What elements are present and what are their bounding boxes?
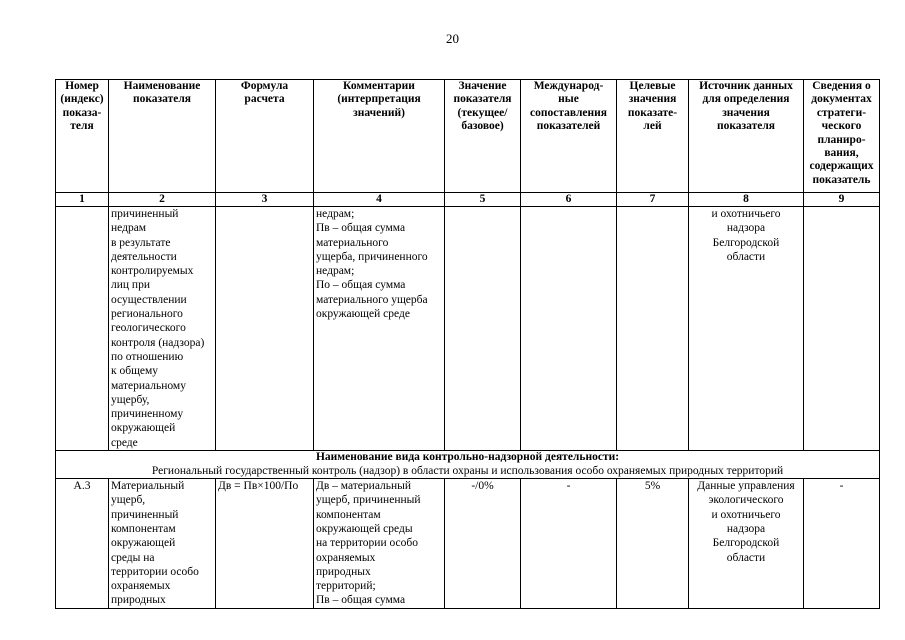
text-line: Дв – материальный: [316, 480, 412, 493]
header-cell: [109, 80, 216, 193]
table-row-continued: [56, 207, 880, 451]
header-cell: [521, 80, 617, 193]
text-line: ческого: [821, 120, 862, 133]
text-line: к общему: [111, 365, 159, 378]
text-line: природных: [111, 594, 166, 607]
text-line: Пв – общая сумма: [316, 222, 406, 235]
source-cell: [689, 207, 804, 451]
text-line: значения: [722, 106, 770, 119]
header-cell: [617, 80, 689, 193]
text-line: материального ущерба: [316, 293, 428, 306]
column-number-row: [56, 193, 880, 207]
column-number: 7: [617, 193, 689, 207]
header-cell: [804, 80, 880, 193]
header-cell: [314, 80, 445, 193]
column-number: 4: [314, 193, 445, 207]
text-line: Материальный: [111, 480, 185, 493]
text-line: в результате: [111, 236, 171, 249]
text-line: вания,: [824, 147, 859, 160]
text-line: ные: [558, 93, 579, 106]
text-line: По – общая сумма: [316, 279, 406, 292]
text-line: деятельности: [111, 250, 177, 263]
text-line: показателя: [453, 93, 512, 106]
text-line: стратеги-: [816, 106, 867, 119]
text-line: показателя: [716, 120, 776, 133]
header-row: [56, 80, 880, 193]
value-cell: -/0%: [445, 479, 521, 609]
indicators-table: [55, 79, 880, 609]
comment-cell: [314, 207, 445, 451]
value-cell: [445, 207, 521, 451]
text-line: территории особо: [111, 565, 199, 578]
text-line: окружающей: [111, 537, 176, 550]
text-line: показа-: [62, 106, 102, 119]
section-row: [56, 451, 880, 479]
text-line: сопоставления: [530, 106, 607, 119]
text-line: геологического: [111, 322, 186, 335]
text-line: экологического: [708, 494, 784, 507]
text-line: (индекс): [60, 93, 104, 106]
text-line: контроля (надзора): [111, 336, 205, 349]
text-line: охраняемых: [316, 551, 376, 564]
text-line: среде: [111, 436, 138, 449]
text-line: недрам;: [316, 265, 355, 278]
header-cell: [56, 80, 109, 193]
comment-cell: [314, 479, 445, 609]
text-line: на территории особо: [316, 537, 418, 550]
text-line: материальному: [111, 379, 186, 392]
text-line: теля: [70, 120, 94, 133]
text-line: Наименование: [123, 80, 201, 92]
text-line: компонентам: [111, 522, 176, 535]
indicator-name-cell: [109, 207, 216, 451]
text-line: Номер: [65, 80, 99, 92]
documents-cell: -: [804, 479, 880, 609]
text-line: для определения: [702, 93, 790, 106]
text-line: среды на: [111, 551, 155, 564]
formula-cell: Дв = Пв×100/По: [216, 479, 314, 609]
text-line: окружающей: [111, 422, 176, 435]
column-number: 2: [109, 193, 216, 207]
page-number: 20: [446, 31, 459, 46]
text-line: охраняемых: [111, 580, 171, 593]
international-cell: -: [521, 479, 617, 609]
column-number: 3: [216, 193, 314, 207]
target-cell: [617, 207, 689, 451]
text-line: причиненный: [111, 208, 179, 220]
text-line: документах: [811, 93, 872, 106]
text-line: и охотничьего: [711, 508, 781, 521]
text-line: области: [726, 250, 766, 263]
text-line: окружающей среде: [316, 308, 410, 321]
text-line: Источник данных: [699, 80, 793, 92]
text-line: Данные управления: [697, 480, 795, 493]
column-number: 1: [56, 193, 109, 207]
text-line: области: [726, 551, 766, 564]
section-heading: [56, 451, 880, 479]
text-line: лей: [643, 120, 662, 133]
formula-cell: [216, 207, 314, 451]
text-line: Формула: [240, 80, 289, 92]
text-line: ущерба, причиненного: [316, 250, 428, 263]
column-number: 6: [521, 193, 617, 207]
text-line: материального: [316, 236, 389, 249]
text-line: ущербу,: [111, 393, 150, 406]
text-line: и охотничьего: [711, 208, 781, 220]
text-line: причиненному: [111, 408, 184, 421]
text-line: (интерпретация: [337, 93, 421, 106]
column-number: 5: [445, 193, 521, 207]
text-line: контролируемых: [111, 265, 194, 278]
text-line: базовое): [461, 120, 504, 133]
header-cell: [689, 80, 804, 193]
text-line: лиц при: [111, 279, 150, 292]
text-line: (текущее/: [457, 106, 508, 119]
text-line: Сведения о: [812, 80, 871, 92]
text-line: показателя: [132, 93, 192, 106]
text-line: природных: [316, 565, 371, 578]
text-line: Международ-: [533, 80, 604, 92]
text-line: Пв – общая сумма: [316, 594, 406, 607]
text-line: компонентам: [316, 508, 381, 521]
text-line: территорий;: [316, 580, 376, 593]
text-line: показателей: [536, 120, 601, 133]
column-number: 8: [689, 193, 804, 207]
target-cell: 5%: [617, 479, 689, 609]
index-cell: А.3: [56, 479, 109, 609]
text-line: по отношению: [111, 350, 184, 363]
text-line: недрам: [111, 222, 147, 235]
header-cell: [216, 80, 314, 193]
text-line: Значение: [458, 80, 507, 92]
documents-cell: [804, 207, 880, 451]
text-line: планиро-: [817, 133, 866, 146]
header-cell: [445, 80, 521, 193]
text-line: показатель: [812, 173, 871, 186]
text-line: регионального: [111, 308, 183, 321]
text-line: причиненный: [111, 508, 179, 521]
text-line: окружающей среды: [316, 522, 413, 535]
text-line: расчета: [244, 93, 285, 106]
text-line: надзора: [726, 222, 766, 235]
text-line: осуществлении: [111, 293, 187, 306]
text-line: показате-: [627, 106, 678, 119]
text-line: недрам;: [316, 208, 355, 220]
text-line: надзора: [726, 522, 766, 535]
text-line: Белгородской: [712, 537, 780, 550]
text-line: ущерб, причиненный: [316, 494, 421, 507]
international-cell: [521, 207, 617, 451]
table-row-a3: [56, 479, 880, 609]
text-line: значения: [628, 93, 677, 106]
column-number: 9: [804, 193, 880, 207]
section-subtitle: Региональный государственный контроль (надзор) в области охраны и использования особо охраняемых природных территорий: [151, 464, 784, 477]
section-title: Наименование вида контрольно-надзорной деятельности:: [315, 451, 620, 464]
source-cell: [689, 479, 804, 609]
text-line: содержащих: [809, 160, 874, 173]
text-line: значений): [353, 106, 405, 119]
text-line: ущерб,: [111, 494, 146, 507]
text-line: Целевые: [629, 80, 676, 92]
index-cell: [56, 207, 109, 451]
indicator-name-cell: [109, 479, 216, 609]
text-line: Комментарии: [343, 80, 415, 92]
text-line: Белгородской: [712, 236, 780, 249]
